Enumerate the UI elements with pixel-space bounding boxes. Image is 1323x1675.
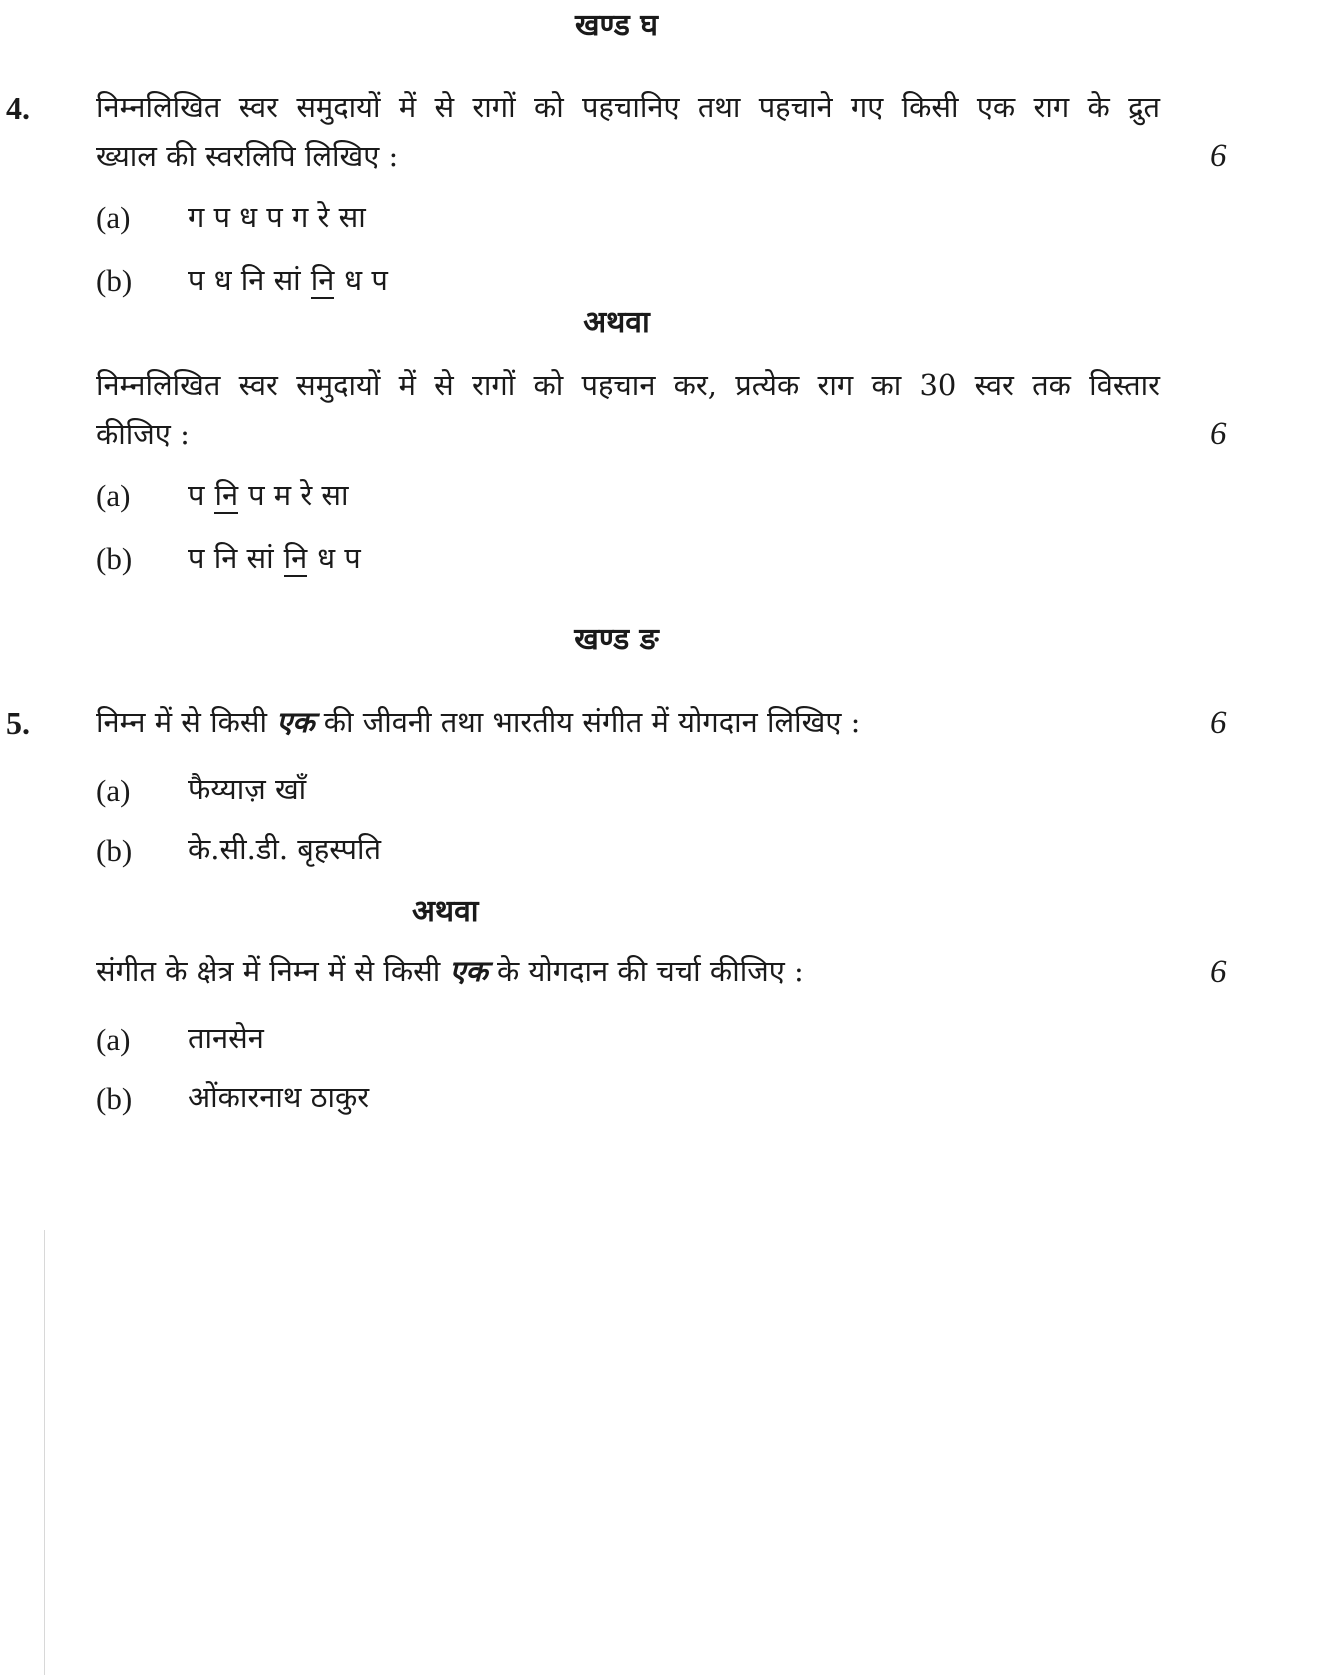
komal-swar-underlined: नि: [310, 263, 335, 297]
question-4-text-line1: निम्नलिखित स्वर समुदायों में से रागों को पहचानिए तथा पहचाने गए किसी एक राग के द्रुत: [96, 90, 1160, 124]
section-d-or-text-line2: कीजिए :: [96, 417, 190, 451]
question-4-marks: 6: [1210, 138, 1227, 174]
komal-swar-underlined: नि: [283, 541, 308, 575]
section-e-or-option-a-text: तानसेन: [188, 1021, 264, 1055]
komal-swar-underlined: नि: [214, 478, 239, 512]
swar-sequence-start: प: [188, 478, 205, 512]
q5-option-a-label: (a): [96, 773, 131, 808]
section-d-or-option-a-label: (a): [96, 478, 131, 513]
question-5-text-start: निम्न में से किसी: [96, 705, 267, 739]
section-e-or-option-a-label: (a): [96, 1022, 131, 1057]
section-e-or-option-b-label: (b): [96, 1081, 133, 1116]
section-d-or-option-a-text: [188, 475, 349, 515]
section-e-or-text-end: के योगदान की चर्चा कीजिए :: [496, 954, 804, 988]
q4-option-a-label: (a): [96, 200, 131, 235]
section-e-or-heading: अथवा: [412, 894, 479, 929]
section-d-or-marks: 6: [1210, 416, 1227, 452]
q5-option-b-text: के.सी.डी. बृहस्पति: [188, 832, 382, 866]
question-5-number: 5.: [6, 705, 30, 741]
section-d-or-option-b-text: [188, 538, 361, 578]
section-e-or-text-start: संगीत के क्षेत्र में निम्न में से किसी: [96, 954, 441, 988]
question-4-number: 4.: [6, 90, 30, 126]
section-e-or-marks: 6: [1210, 954, 1227, 990]
section-d-or-heading: अथवा: [583, 305, 650, 340]
section-e-or-option-b-text: ओंकारनाथ ठाकुर: [188, 1080, 370, 1114]
swar-sequence-start: प नि सां: [188, 541, 274, 575]
swar-sequence-end: ध प: [317, 541, 361, 575]
emphasis-ek: एक: [449, 954, 488, 988]
q4-option-b-text: [188, 260, 388, 300]
swar-sequence-end: ध प: [344, 263, 388, 297]
q5-option-b-label: (b): [96, 833, 133, 868]
page-margin-line: [44, 1230, 45, 1675]
section-e-or-text: [96, 951, 804, 991]
swar-sequence-start: प ध नि सां: [188, 263, 301, 297]
q5-option-a-text: फैय्याज़ खाँ: [188, 772, 307, 806]
section-d-or-option-b-label: (b): [96, 541, 133, 576]
emphasis-ek: एक: [276, 705, 315, 739]
section-d-or-text-line1: निम्नलिखित स्वर समुदायों में से रागों को पहचान कर, प्रत्येक राग का 30 स्वर तक विस्तार: [96, 368, 1160, 402]
question-5-marks: 6: [1210, 705, 1227, 741]
section-e-heading: खण्ड ङ: [574, 622, 659, 657]
question-5-text: [96, 702, 860, 742]
question-4-text-line2: ख्याल की स्वरलिपि लिखिए :: [96, 139, 399, 173]
swar-sequence-end: प म रे सा: [248, 478, 349, 512]
q4-option-a-text: ग प ध प ग रे सा: [188, 200, 366, 234]
q4-option-b-label: (b): [96, 263, 133, 298]
question-5-text-end: की जीवनी तथा भारतीय संगीत में योगदान लिखिए :: [323, 705, 861, 739]
section-d-heading: खण्ड घ: [574, 8, 658, 43]
